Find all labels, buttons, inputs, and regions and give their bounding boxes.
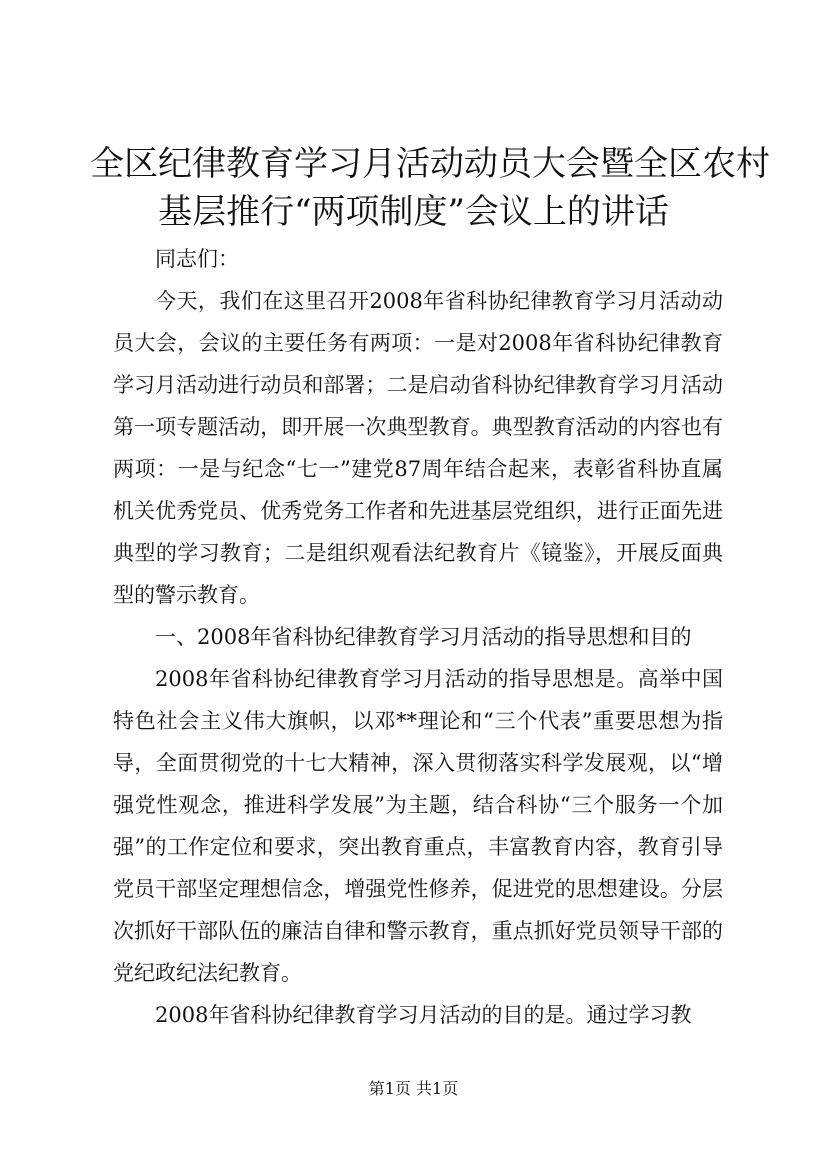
salutation: 同志们： [155,247,239,271]
document-body [113,238,723,1036]
document-title [90,140,770,236]
title-line-1: 全区纪律教育学习月活动动员大会暨全区农村 [90,144,770,184]
paragraph-purpose: 2008年省科协纪律教育学习月活动的目的是。通过学习教 [155,1003,692,1027]
section-heading-1: 一、2008年省科协纪律教育学习月活动的指导思想和目的 [155,625,692,649]
paragraph-intro: 今天，我们在这里召开2008年省科协纪律教育学习月活动动员大会，会议的主要任务有两项：一是对2008年省科协纪律教育学习月活动进行动员和部署；二是启动省科协纪律教育学习月活动第一项专题活动，即开展一次典型教育。典型教育活动的内容也有两项：一是与纪念“七一”建党87周年结合起来，表彰省科协直属机关优秀党员、优秀党务工作者和先进基层党组织，进行正面先进典型的学习教育；二是组织观看法纪教育片《镜鉴》，开展反面典型的警示教育。 [113,289,723,607]
title-line-2: 基层推行“两项制度”会议上的讲话 [158,192,669,232]
paragraph-guiding-thought: 2008年省科协纪律教育学习月活动的指导思想是。高举中国特色社会主义伟大旗帜，以邓**理论和“三个代表”重要思想为指导，全面贯彻党的十七大精神，深入贯彻落实科学发展观，以“增强党性观念，推进科学发展”为主题，结合科协“三个服务一个加强”的工作定位和要求，突出教育重点，丰富教育内容，教育引导党员干部坚定理想信念，增强党性修养，促进党的思想建设。分层次抓好干部队伍的廉洁自律和警示教育，重点抓好党员领导干部的党纪政纪法纪教育。 [113,667,723,985]
page-footer: 第1页 共1页 [368,1079,459,1098]
